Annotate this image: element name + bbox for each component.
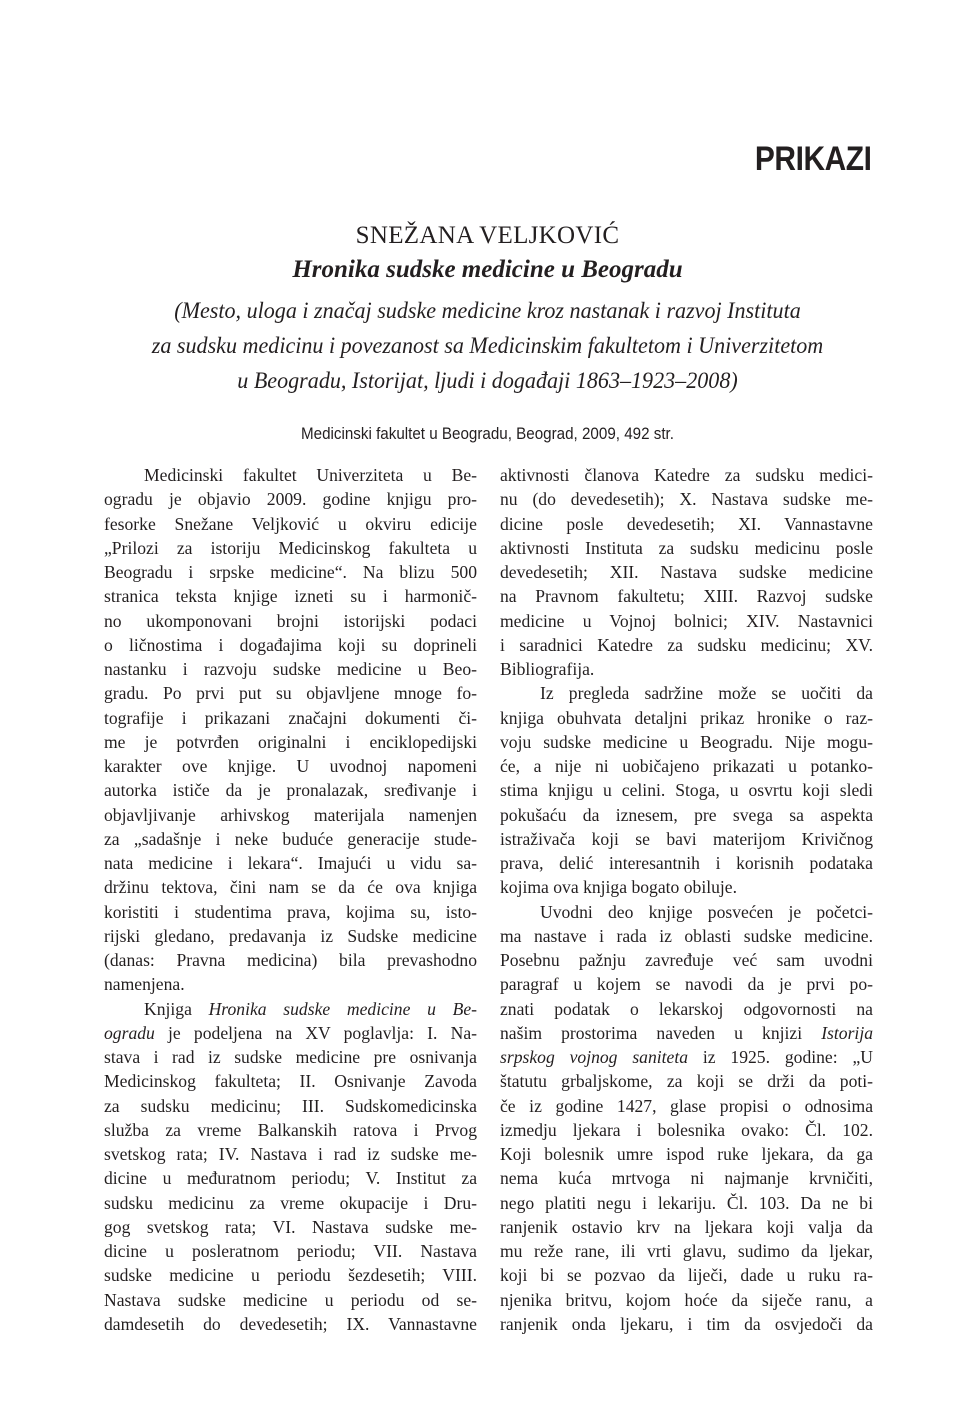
subtitle-line: (Mesto, uloga i značaj sudske medicine kroz nastanak i razvoj Instituta — [174, 298, 801, 323]
book-title-reference: srpskog vojnog saniteta — [500, 1047, 689, 1067]
text-line: aktivnosti Instituta za sudsku medicinu posle — [500, 537, 873, 558]
text-line: stranica teksta knjige izneti su i harmonič- — [104, 586, 477, 607]
text-line: namenjena. — [104, 974, 185, 995]
text-line: tografije i prikazani značajni dokumenti či- — [104, 707, 477, 728]
text-line: stima knjigu u celini. Stoga, u osvrtu koji sledi — [500, 780, 873, 801]
text-line: će, a nije ni uobičajeno prikazati u potanko- — [500, 756, 873, 776]
text-line: aktivnosti članova Katedre za sudsku medici- — [500, 465, 873, 485]
text-line: nego platiti negu i lekariju. Čl. 103. Da ne bi — [500, 1192, 873, 1213]
text-line: na Pravnom fakultetu; XIII. Razvoj sudske — [500, 586, 873, 607]
text-line: nastanku i razvoju sudske medicine u Beo- — [104, 659, 477, 679]
text-line: me je potvrđen originalni i enciklopedijski — [104, 731, 477, 752]
text-line: gradu. Po prvi put su objavljene mnoge fo- — [104, 683, 477, 704]
text-line: mu reže rane, ili vrti glavu, sudimo da ljekar, — [500, 1241, 873, 1261]
text-line: fesorke Snežane Veljković u okviru edicije — [104, 513, 477, 534]
text-line: i saradnici Katedre za sudsku medicinu; XV. — [500, 634, 873, 655]
text-line: Iz pregleda sadržine može se uočiti da — [540, 683, 873, 704]
text-line: ma nastave i rada iz oblasti sudske medicine. — [500, 925, 873, 946]
subtitle-line: za sudsku medicinu i povezanost sa Medicinskim fakultetom i Univerzitetom — [151, 333, 824, 358]
text-line: paragraf u kojem se navodi da je prvi po- — [500, 974, 873, 995]
text-run: našim prostorima naveden u knjizi — [500, 1022, 822, 1043]
text-line: karakter ove knjige. U uvodnoj napomeni — [104, 756, 477, 776]
text-line — [104, 1021, 477, 1045]
text-run: Knjiga — [144, 998, 209, 1019]
text-line: autorka ističe da je pronalazak, sređivanje i — [104, 780, 477, 801]
text-line: Medicinski fakultet Univerziteta u Be- — [144, 465, 477, 485]
text-line: če iz godine 1427, glase propisi o odnosima — [500, 1095, 873, 1116]
book-title-reference: ogradu — [104, 1022, 155, 1043]
text-line: gog svetskog rata; VI. Nastava sudske me- — [104, 1216, 477, 1237]
text-line: rijski gledano, predavanja iz Sudske medicine — [104, 925, 477, 946]
text-line: dicine u posleratnom periodu; VII. Nastava — [104, 1241, 477, 1261]
text-line: prava, delić interesantnih i korisnih podataka — [500, 853, 873, 873]
text-line: dicine u međuratnom periodu; V. Institut za — [104, 1168, 477, 1189]
text-line: Medicinskog fakulteta; II. Osnivanje Zavoda — [104, 1071, 477, 1092]
text-line: koristiti i studentima prava, kojima su, isto- — [104, 901, 477, 922]
text-line: svetskog rata; IV. Nastava i rad iz sudske me- — [104, 1144, 477, 1164]
text-line: Posebnu pažnju zavređuje već sam uvodni — [500, 950, 873, 970]
paragraph — [500, 463, 873, 681]
text-line: Nastava sudske medicine u periodu od se- — [104, 1289, 477, 1310]
text-line: koji bi se pozvao da liječi, dade u ruku ra- — [500, 1265, 873, 1286]
text-line: o ličnostima i događajima koji su doprineli — [104, 634, 477, 655]
subtitle-line: u Beogradu, Istorijat, ljudi i događaji 1863–1923–2008) — [237, 368, 738, 393]
text-line: kojima ova knjiga bogato obiluje. — [500, 877, 737, 898]
left-column — [104, 463, 477, 1336]
text-line: objavljivanje arhivskog materijala namenjen — [104, 804, 477, 825]
text-line: sudske medicine u periodu šezdesetih; VIII. — [104, 1265, 477, 1286]
text-line: za sudsku medicinu; III. Sudskomedicinska — [104, 1095, 477, 1116]
publication-info: Medicinski fakultet u Beogradu, Beograd, 2009, 492 str. — [300, 425, 674, 443]
text-line: držinu tektova, čini nam se da će ova knjiga — [104, 877, 477, 898]
text-line: „Prilozi za istoriju Medicinskog fakulteta u — [104, 537, 477, 558]
text-run: je podeljena na XV poglavlja: I. Na- — [154, 1022, 477, 1043]
text-line: Uvodni deo knjige posvećen je početci- — [540, 901, 873, 922]
text-line: nu (do devedesetih); X. Nastava sudske me- — [500, 489, 873, 510]
text-line: nata medicine i lekara“. Imajući u vidu sa- — [104, 853, 477, 873]
text-line: ogradu je objavio 2009. godine knjigu pro- — [104, 489, 477, 510]
text-line: medicine u Vojnoj bolnici; XIV. Nastavnici — [500, 610, 873, 631]
text-line: nema kuća mrtvoga ni najmanje krvničiti, — [500, 1168, 873, 1189]
text-line: damdesetih do devedesetih; IX. Vannastavne — [104, 1313, 477, 1334]
text-line: istraživača koji se bavi materijom Krivičnog — [500, 828, 873, 849]
text-line: (danas: Pravna medicina) bila prevashodno — [104, 950, 477, 970]
book-title-reference: Istorija — [821, 1022, 873, 1043]
text-line: Beogradu i srpske medicine“. Na blizu 500 — [104, 562, 477, 582]
text-line: voju sudske medicine u Beogradu. Nije mogu- — [500, 731, 873, 752]
text-line — [104, 997, 477, 1021]
text-line: dicine posle devedesetih; XI. Vannastavne — [500, 513, 873, 534]
right-column — [500, 463, 873, 1336]
text-line: štatutu grbaljskome, za koji se drži da poti- — [500, 1071, 873, 1092]
text-line: no ukomponovani brojni istorijski podaci — [104, 610, 477, 631]
text-line: Bibliografija. — [500, 659, 595, 679]
book-title-reference: Hronika sudske medicine u Be- — [208, 998, 477, 1019]
text-line: služba za vreme Balkanskih ratova i Prvog — [104, 1119, 477, 1140]
text-line: knjiga obuhvata detaljni prikaz hronike o raz- — [500, 707, 873, 728]
text-line: stava i rad iz sudske medicine pre osnivanja — [104, 1047, 477, 1067]
text-line — [500, 1021, 873, 1045]
text-line: znati podatak o lekarskoj odgovornosti na — [500, 998, 873, 1019]
text-line — [500, 1045, 873, 1069]
text-line: njenika britvu, kojom hoće da siječe ranu, a — [500, 1289, 873, 1310]
text-run: iz 1925. godine: „U — [688, 1047, 873, 1067]
text-line: Koji bolesnik umre ispod ruke ljekara, da ga — [500, 1144, 873, 1164]
text-line: izmedju ljekara i bolesnika ovako: Čl. 102. — [500, 1119, 873, 1140]
text-line: za „sadašnje i neke buduće generacije stude- — [104, 828, 477, 849]
text-line: ranjenik onda ljekaru, i tim da osvjedoči da — [500, 1313, 873, 1334]
section-label: PRIKAZI — [754, 140, 871, 178]
book-author: SNEŽANA VELJKOVIĆ — [355, 222, 620, 249]
paragraph — [104, 997, 477, 1337]
text-line: sudsku medicinu za vreme okupacije i Dru- — [104, 1192, 477, 1213]
text-line: pokušaću da iznesem, pre svega sa aspekta — [500, 804, 873, 825]
book-title: Hronika sudske medicine u Beogradu — [292, 256, 683, 283]
paragraph — [104, 463, 477, 997]
text-line: ranjenik ostavio krv na ljekara koji valja da — [500, 1216, 873, 1237]
book-subtitle — [0, 293, 975, 398]
text-line: devedesetih; XII. Nastava sudske medicine — [500, 562, 873, 582]
paragraph — [500, 681, 873, 899]
paragraph — [500, 900, 873, 1337]
